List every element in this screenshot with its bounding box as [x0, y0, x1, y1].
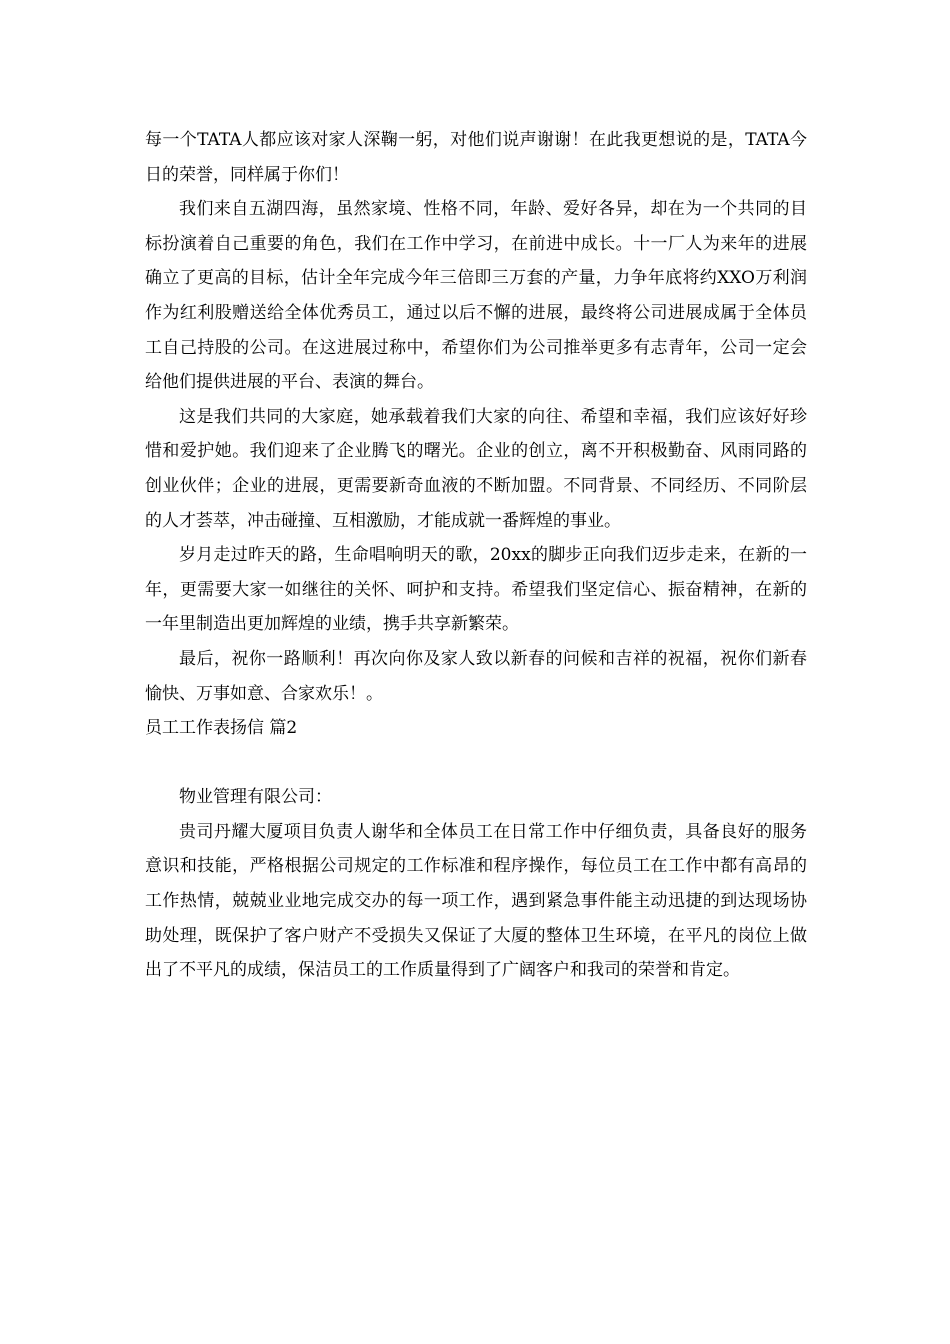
- paragraph-praise: 贵司丹耀大厦项目负责人谢华和全体员工在日常工作中仔细负责，具备良好的服务意识和技能，严格根据公司规定的工作标准和程序操作，每位员工在工作中都有高昂的工作热情，兢兢业业地完成交办的每一项工作，遇到紧急事件能主动迅捷的到达现场协助处理，既保护了客户财产不受损失又保证了大厦的整体卫生环境，在平凡的岗位上做出了不平凡的成绩，保洁员工的工作质量得到了广阔客户和我司的荣誉和肯定。: [145, 821, 807, 981]
- section-heading: 员工工作表扬信 篇2: [145, 718, 298, 739]
- document-page: [145, 123, 807, 988]
- paragraph-new-year: 岁月走过昨天的路，生命唱响明天的歌，20xx的脚步正向我们迈步走来，在新的一年，更需要大家一如继往的关怀、呵护和支持。希望我们坚定信心、振奋精神，在新的一年里制造出更加辉煌的业绩，携手共享新繁荣。: [145, 545, 807, 635]
- paragraph-closing-wishes: 最后，祝你一路顺利！再次向你及家人致以新春的问候和吉祥的祝福，祝你们新春愉快、万事如意、合家欢乐！。: [145, 648, 807, 704]
- paragraph-continuation: 每一个TATA人都应该对家人深鞠一躬，对他们说声谢谢！在此我更想说的是，TATA今日的荣誉，同样属于你们！: [145, 130, 807, 185]
- blank-line: [145, 746, 807, 781]
- paragraph-goals: 我们来自五湖四海，虽然家境、性格不同，年龄、爱好各异，却在为一个共同的目标扮演着自己重要的角色，我们在工作中学习，在前进中成长。十一厂人为来年的进展确立了更高的目标，估计全年完成今年三倍即三万套的产量，力争年底将约XXO万利润作为红利股赠送给全体优秀员工，通过以后不懈的进展，最终将公司进展成属于全体员工自己持股的公司。在这进展过称中，希望你们为公司推举更多有志青年，公司一定会给他们提供进展的平台、表演的舞台。: [145, 199, 807, 393]
- paragraph-family: 这是我们共同的大家庭，她承载着我们大家的向往、希望和幸福，我们应该好好珍惜和爱护她。我们迎来了企业腾飞的曙光。企业的创立，离不开积极勤奋、风雨同路的创业伙伴；企业的进展，更需要新奇血液的不断加盟。不同背景、不同经历、不同阶层的人才荟萃，冲击碰撞、互相激励，才能成就一番辉煌的事业。: [145, 406, 807, 531]
- letter-salutation: 物业管理有限公司：: [179, 787, 332, 808]
